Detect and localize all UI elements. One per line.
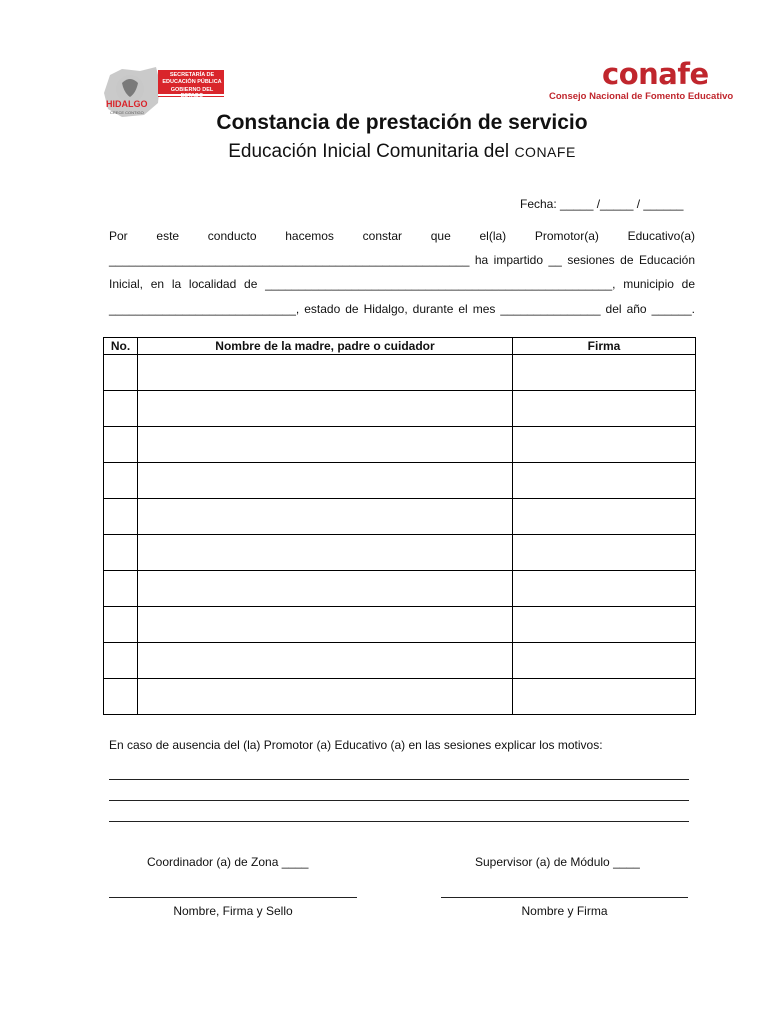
absence-line-3[interactable] [109,821,689,822]
conafe-logo [545,57,734,105]
conafe-subtitle: Consejo Nacional de Fomento Educativo [549,91,734,102]
row-signature-cell[interactable] [513,427,696,463]
paragraph-line-1: Por este conducto hacemos constar que el(la) Promotor(a) Educativo(a) [109,229,695,243]
row-signature-cell[interactable] [513,535,696,571]
table-row [104,679,696,715]
paragraph-line-2[interactable]: ______________________________________________________ ha impartido __ sesiones de Educación [109,253,695,267]
absence-question: En caso de ausencia del (la) Promotor (a) Educativo (a) en las sesiones explicar los motivos: [109,738,603,752]
supervisor-label: Supervisor (a) de Módulo ____ [475,855,640,869]
table-row [104,607,696,643]
row-name-cell[interactable] [138,571,513,607]
header-no: No. [104,338,138,355]
coordinator-caption: Nombre, Firma y Sello [173,904,293,918]
absence-line-1[interactable] [109,779,689,780]
paragraph-line-4[interactable]: ____________________________, estado de Hidalgo, durante el mes _______________ del año ______. [109,302,695,316]
paragraph-line-3[interactable]: Inicial, en la localidad de ____________________________________________________, municipio de [109,277,695,291]
table-row [104,499,696,535]
hidalgo-tagline: CRECE CONTIGO [110,110,144,115]
table-row [104,643,696,679]
row-no-cell[interactable] [104,427,138,463]
row-no-cell[interactable] [104,463,138,499]
coordinator-label: Coordinador (a) de Zona ____ [147,855,309,869]
row-no-cell[interactable] [104,607,138,643]
attendance-table [103,337,696,715]
row-name-cell[interactable] [138,463,513,499]
row-no-cell[interactable] [104,535,138,571]
row-signature-cell[interactable] [513,607,696,643]
subtitle-conafe: CONAFE [514,144,576,160]
row-signature-cell[interactable] [513,679,696,715]
row-name-cell[interactable] [138,643,513,679]
hidalgo-wordmark: HIDALGO [106,99,148,109]
conafe-wordmark: conafe [602,57,709,91]
row-no-cell[interactable] [104,355,138,391]
date-field[interactable]: Fecha: _____ /_____ / ______ [520,197,684,211]
sep-line2: EDUCACIÓN PÚBLICA [162,79,222,85]
row-no-cell[interactable] [104,643,138,679]
row-name-cell[interactable] [138,355,513,391]
absence-line-2[interactable] [109,800,689,801]
table-row [104,355,696,391]
document-subtitle [0,141,768,163]
table-row [104,571,696,607]
row-name-cell[interactable] [138,535,513,571]
table-row [104,427,696,463]
gobierno-label: GOBIERNO DEL ESTADO [170,87,214,99]
row-signature-cell[interactable] [513,643,696,679]
row-name-cell[interactable] [138,391,513,427]
row-signature-cell[interactable] [513,355,696,391]
row-no-cell[interactable] [104,391,138,427]
row-signature-cell[interactable] [513,391,696,427]
header-name: Nombre de la madre, padre o cuidador [138,338,513,355]
table-body [104,355,696,715]
table-row [104,391,696,427]
sep-line1: SECRETARÍA DE [169,72,215,78]
row-name-cell[interactable] [138,607,513,643]
row-no-cell[interactable] [104,571,138,607]
table-row [104,463,696,499]
table-row [104,535,696,571]
row-signature-cell[interactable] [513,463,696,499]
document-title: Constancia de prestación de servicio [216,111,588,134]
row-no-cell[interactable] [104,679,138,715]
coordinator-signature-line[interactable] [109,897,357,898]
row-name-cell[interactable] [138,427,513,463]
table-header-row [104,338,696,355]
row-name-cell[interactable] [138,679,513,715]
subtitle-text: Educación Inicial Comunitaria del [228,141,515,162]
supervisor-signature-line[interactable] [441,897,688,898]
row-signature-cell[interactable] [513,571,696,607]
row-name-cell[interactable] [138,499,513,535]
row-signature-cell[interactable] [513,499,696,535]
header-signature: Firma [513,338,696,355]
row-no-cell[interactable] [104,499,138,535]
supervisor-caption: Nombre y Firma [521,904,608,918]
